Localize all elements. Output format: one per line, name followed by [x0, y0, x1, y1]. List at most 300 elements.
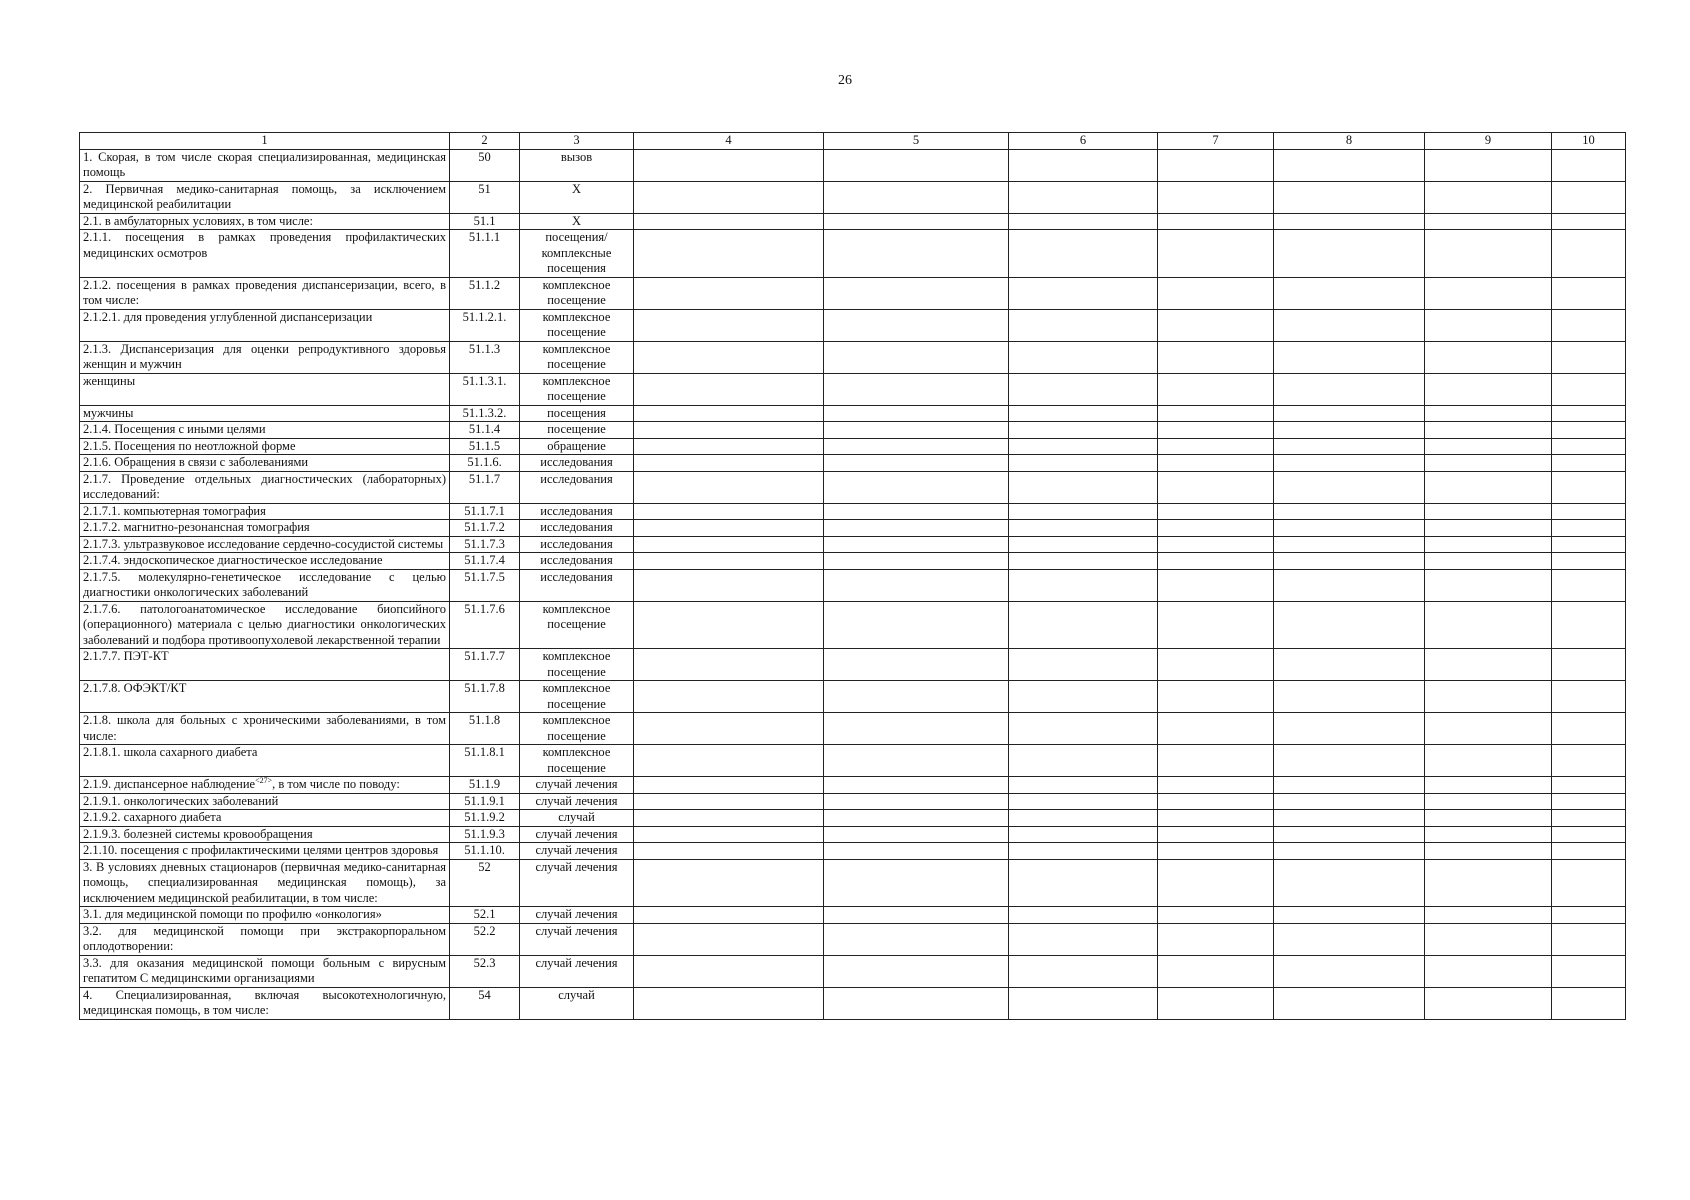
row-name: 2. Первичная медико-санитарная помощь, за исключением медицинской реабилитации	[83, 181, 446, 211]
empty-cell-col-10	[1552, 422, 1626, 439]
table-row	[80, 455, 1626, 472]
table-row	[80, 536, 1626, 553]
empty-cell-col-10	[1552, 553, 1626, 570]
row-name-cell	[80, 553, 450, 570]
row-code: 50	[450, 149, 520, 181]
row-unit: комплексное посещение	[520, 649, 634, 681]
empty-cell-col-4	[634, 569, 824, 601]
row-name: 3. В условиях дневных стационаров (первичная медико-санитарная помощь, специализированная медицинская помощь), за исключением медицинской реабилитации, в том числе:	[83, 859, 446, 905]
empty-cell-col-6	[1009, 793, 1158, 810]
empty-cell-col-8	[1274, 826, 1425, 843]
empty-cell-col-9	[1425, 373, 1552, 405]
row-name-cell	[80, 277, 450, 309]
empty-cell-col-6	[1009, 987, 1158, 1019]
row-unit: комплексное посещение	[520, 713, 634, 745]
empty-cell-col-8	[1274, 520, 1425, 537]
empty-cell-col-5	[824, 649, 1009, 681]
table-row	[80, 341, 1626, 373]
empty-cell-col-10	[1552, 438, 1626, 455]
row-code: 51.1.2	[450, 277, 520, 309]
empty-cell-col-6	[1009, 826, 1158, 843]
row-unit: комплексное посещение	[520, 341, 634, 373]
empty-cell-col-4	[634, 149, 824, 181]
empty-cell-col-9	[1425, 745, 1552, 777]
empty-cell-col-7	[1158, 455, 1274, 472]
empty-cell-col-6	[1009, 309, 1158, 341]
empty-cell-col-7	[1158, 601, 1274, 649]
row-code: 51.1.9	[450, 777, 520, 794]
empty-cell-col-9	[1425, 793, 1552, 810]
header-row	[80, 133, 1626, 150]
row-name-cell	[80, 923, 450, 955]
empty-cell-col-5	[824, 520, 1009, 537]
row-name: 2.1.2. посещения в рамках проведения диспансеризации, всего, в том числе:	[83, 277, 446, 307]
empty-cell-col-9	[1425, 907, 1552, 924]
row-name: 2.1.7.3. ультразвуковое исследование сердечно-сосудистой системы	[83, 536, 444, 551]
empty-cell-col-9	[1425, 422, 1552, 439]
empty-cell-col-7	[1158, 826, 1274, 843]
empty-cell-col-10	[1552, 601, 1626, 649]
row-unit: посещения/ комплексные посещения	[520, 230, 634, 278]
empty-cell-col-4	[634, 955, 824, 987]
empty-cell-col-6	[1009, 601, 1158, 649]
column-header-10: 10	[1552, 133, 1626, 150]
empty-cell-col-4	[634, 277, 824, 309]
empty-cell-col-7	[1158, 277, 1274, 309]
row-code: 52.2	[450, 923, 520, 955]
empty-cell-col-8	[1274, 536, 1425, 553]
empty-cell-col-8	[1274, 438, 1425, 455]
empty-cell-col-5	[824, 810, 1009, 827]
empty-cell-col-5	[824, 601, 1009, 649]
row-name: 2.1.9.3. болезней системы кровообращения	[83, 826, 313, 841]
empty-cell-col-5	[824, 438, 1009, 455]
row-code: 51.1.3.1.	[450, 373, 520, 405]
empty-cell-col-10	[1552, 987, 1626, 1019]
empty-cell-col-5	[824, 713, 1009, 745]
row-name: 2.1.2.1. для проведения углубленной диспансеризации	[83, 309, 373, 324]
empty-cell-col-6	[1009, 777, 1158, 794]
row-name: 3.1. для медицинской помощи по профилю «онкология»	[83, 907, 382, 921]
row-name: 2.1.7. Проведение отдельных диагностических (лабораторных) исследований:	[83, 471, 446, 501]
empty-cell-col-5	[824, 341, 1009, 373]
empty-cell-col-10	[1552, 569, 1626, 601]
row-code: 51.1	[450, 213, 520, 230]
empty-cell-col-4	[634, 455, 824, 472]
row-name: 2.1.7.1. компьютерная томография	[83, 503, 266, 518]
row-name-cell	[80, 793, 450, 810]
empty-cell-col-6	[1009, 713, 1158, 745]
empty-cell-col-6	[1009, 649, 1158, 681]
row-name-cell	[80, 859, 450, 907]
row-code: 51.1.5	[450, 438, 520, 455]
row-code: 52	[450, 859, 520, 907]
empty-cell-col-4	[634, 793, 824, 810]
empty-cell-col-6	[1009, 471, 1158, 503]
row-name-cell	[80, 405, 450, 422]
row-name-cell	[80, 213, 450, 230]
empty-cell-col-7	[1158, 859, 1274, 907]
empty-cell-col-7	[1158, 649, 1274, 681]
empty-cell-col-8	[1274, 569, 1425, 601]
table-row	[80, 309, 1626, 341]
empty-cell-col-7	[1158, 793, 1274, 810]
page-number: 26	[838, 73, 852, 88]
empty-cell-col-5	[824, 309, 1009, 341]
table-row	[80, 745, 1626, 777]
row-unit: исследования	[520, 569, 634, 601]
empty-cell-col-9	[1425, 553, 1552, 570]
row-unit: исследования	[520, 503, 634, 520]
row-code: 54	[450, 987, 520, 1019]
row-name: 2.1.1. посещения в рамках проведения профилактических медицинских осмотров	[83, 230, 446, 260]
empty-cell-col-5	[824, 373, 1009, 405]
empty-cell-col-6	[1009, 569, 1158, 601]
empty-cell-col-6	[1009, 455, 1158, 472]
empty-cell-col-8	[1274, 793, 1425, 810]
row-name: 2.1.7.4. эндоскопическое диагностическое исследование	[83, 553, 383, 567]
empty-cell-col-5	[824, 745, 1009, 777]
row-unit: исследования	[520, 536, 634, 553]
empty-cell-col-4	[634, 438, 824, 455]
row-name-cell	[80, 520, 450, 537]
empty-cell-col-7	[1158, 309, 1274, 341]
row-name: 2.1.7.7. ПЭТ-КТ	[83, 649, 169, 663]
empty-cell-col-8	[1274, 309, 1425, 341]
empty-cell-col-10	[1552, 405, 1626, 422]
empty-cell-col-9	[1425, 181, 1552, 213]
empty-cell-col-9	[1425, 955, 1552, 987]
empty-cell-col-9	[1425, 810, 1552, 827]
table-row	[80, 181, 1626, 213]
table-row	[80, 569, 1626, 601]
empty-cell-col-9	[1425, 455, 1552, 472]
empty-cell-col-10	[1552, 793, 1626, 810]
table-body	[80, 149, 1626, 1019]
empty-cell-col-6	[1009, 181, 1158, 213]
empty-cell-col-7	[1158, 181, 1274, 213]
empty-cell-col-5	[824, 826, 1009, 843]
empty-cell-col-8	[1274, 405, 1425, 422]
row-name-cell	[80, 955, 450, 987]
empty-cell-col-7	[1158, 955, 1274, 987]
table-row	[80, 373, 1626, 405]
empty-cell-col-9	[1425, 503, 1552, 520]
table-row	[80, 777, 1626, 794]
empty-cell-col-7	[1158, 777, 1274, 794]
empty-cell-col-4	[634, 213, 824, 230]
empty-cell-col-9	[1425, 277, 1552, 309]
empty-cell-col-7	[1158, 810, 1274, 827]
row-name-cell	[80, 230, 450, 278]
row-name-tail: , в том числе по поводу:	[272, 777, 400, 791]
empty-cell-col-8	[1274, 422, 1425, 439]
empty-cell-col-6	[1009, 277, 1158, 309]
empty-cell-col-4	[634, 777, 824, 794]
row-code: 51.1.2.1.	[450, 309, 520, 341]
empty-cell-col-5	[824, 149, 1009, 181]
row-unit: случай	[520, 987, 634, 1019]
table-row	[80, 277, 1626, 309]
table-row	[80, 826, 1626, 843]
empty-cell-col-7	[1158, 438, 1274, 455]
row-code: 51.1.7	[450, 471, 520, 503]
table-row	[80, 553, 1626, 570]
table-row	[80, 438, 1626, 455]
row-unit: вызов	[520, 149, 634, 181]
row-code: 51.1.9.2	[450, 810, 520, 827]
empty-cell-col-10	[1552, 341, 1626, 373]
empty-cell-col-10	[1552, 213, 1626, 230]
row-name-cell	[80, 536, 450, 553]
empty-cell-col-10	[1552, 471, 1626, 503]
table-row	[80, 793, 1626, 810]
empty-cell-col-6	[1009, 503, 1158, 520]
row-code: 51.1.4	[450, 422, 520, 439]
empty-cell-col-8	[1274, 503, 1425, 520]
empty-cell-col-10	[1552, 277, 1626, 309]
empty-cell-col-6	[1009, 923, 1158, 955]
empty-cell-col-9	[1425, 649, 1552, 681]
empty-cell-col-6	[1009, 149, 1158, 181]
empty-cell-col-5	[824, 181, 1009, 213]
empty-cell-col-10	[1552, 681, 1626, 713]
table-row	[80, 230, 1626, 278]
empty-cell-col-7	[1158, 422, 1274, 439]
row-unit: случай лечения	[520, 923, 634, 955]
row-code: 51.1.9.3	[450, 826, 520, 843]
empty-cell-col-6	[1009, 745, 1158, 777]
empty-cell-col-4	[634, 745, 824, 777]
empty-cell-col-9	[1425, 826, 1552, 843]
row-name-cell	[80, 826, 450, 843]
row-name-cell	[80, 455, 450, 472]
row-name: 4. Специализированная, включая высокотехнологичную, медицинская помощь, в том числе:	[83, 987, 446, 1017]
empty-cell-col-7	[1158, 907, 1274, 924]
table-row	[80, 213, 1626, 230]
empty-cell-col-6	[1009, 405, 1158, 422]
empty-cell-col-6	[1009, 438, 1158, 455]
row-name-cell	[80, 341, 450, 373]
row-name-cell	[80, 649, 450, 681]
empty-cell-col-6	[1009, 843, 1158, 860]
empty-cell-col-8	[1274, 907, 1425, 924]
row-name-cell	[80, 745, 450, 777]
row-code: 52.1	[450, 907, 520, 924]
row-name-cell	[80, 422, 450, 439]
empty-cell-col-10	[1552, 373, 1626, 405]
row-unit: X	[520, 213, 634, 230]
empty-cell-col-8	[1274, 230, 1425, 278]
empty-cell-col-6	[1009, 213, 1158, 230]
empty-cell-col-9	[1425, 149, 1552, 181]
table-row	[80, 923, 1626, 955]
empty-cell-col-9	[1425, 213, 1552, 230]
row-name-cell	[80, 438, 450, 455]
table-row	[80, 713, 1626, 745]
row-unit: комплексное посещение	[520, 601, 634, 649]
empty-cell-col-10	[1552, 713, 1626, 745]
row-code: 51.1.7.1	[450, 503, 520, 520]
empty-cell-col-4	[634, 309, 824, 341]
empty-cell-col-10	[1552, 955, 1626, 987]
empty-cell-col-4	[634, 373, 824, 405]
empty-cell-col-10	[1552, 503, 1626, 520]
empty-cell-col-7	[1158, 471, 1274, 503]
empty-cell-col-7	[1158, 341, 1274, 373]
empty-cell-col-4	[634, 471, 824, 503]
empty-cell-col-10	[1552, 777, 1626, 794]
empty-cell-col-4	[634, 520, 824, 537]
empty-cell-col-5	[824, 277, 1009, 309]
empty-cell-col-6	[1009, 536, 1158, 553]
row-unit: посещения	[520, 405, 634, 422]
table-row	[80, 422, 1626, 439]
row-unit: комплексное посещение	[520, 681, 634, 713]
row-name: 1. Скорая, в том числе скорая специализированная, медицинская помощь	[83, 149, 446, 179]
empty-cell-col-8	[1274, 213, 1425, 230]
row-name-cell	[80, 373, 450, 405]
empty-cell-col-6	[1009, 520, 1158, 537]
empty-cell-col-7	[1158, 569, 1274, 601]
row-unit: комплексное посещение	[520, 373, 634, 405]
row-code: 51.1.10.	[450, 843, 520, 860]
column-header-7: 7	[1158, 133, 1274, 150]
row-code: 51.1.7.4	[450, 553, 520, 570]
empty-cell-col-8	[1274, 341, 1425, 373]
table-row	[80, 503, 1626, 520]
table-row	[80, 520, 1626, 537]
empty-cell-col-7	[1158, 149, 1274, 181]
row-code: 51.1.6.	[450, 455, 520, 472]
row-unit: случай лечения	[520, 793, 634, 810]
empty-cell-col-9	[1425, 569, 1552, 601]
empty-cell-col-4	[634, 859, 824, 907]
empty-cell-col-5	[824, 907, 1009, 924]
row-name: 2.1.5. Посещения по неотложной форме	[83, 438, 296, 453]
row-unit: исследования	[520, 520, 634, 537]
empty-cell-col-7	[1158, 503, 1274, 520]
row-name: 2.1.8. школа для больных с хроническими заболеваниями, в том числе:	[83, 713, 446, 743]
row-name-cell	[80, 843, 450, 860]
row-code: 52.3	[450, 955, 520, 987]
empty-cell-col-9	[1425, 405, 1552, 422]
data-table	[79, 132, 1626, 1020]
row-name: 2.1.9.2. сахарного диабета	[83, 810, 222, 824]
empty-cell-col-7	[1158, 745, 1274, 777]
row-unit: случай лечения	[520, 826, 634, 843]
empty-cell-col-5	[824, 777, 1009, 794]
empty-cell-col-5	[824, 405, 1009, 422]
empty-cell-col-6	[1009, 553, 1158, 570]
table-row	[80, 859, 1626, 907]
row-name-cell	[80, 181, 450, 213]
row-code: 51.1.9.1	[450, 793, 520, 810]
empty-cell-col-8	[1274, 601, 1425, 649]
column-header-6: 6	[1009, 133, 1158, 150]
row-name: 2.1.4. Посещения с иными целями	[83, 422, 266, 436]
row-unit: исследования	[520, 471, 634, 503]
empty-cell-col-8	[1274, 373, 1425, 405]
empty-cell-col-8	[1274, 987, 1425, 1019]
row-name: 3.3. для оказания медицинской помощи больным с вирусным гепатитом С медицинскими организациями	[83, 955, 446, 985]
empty-cell-col-4	[634, 503, 824, 520]
empty-cell-col-4	[634, 681, 824, 713]
empty-cell-col-7	[1158, 713, 1274, 745]
row-name: 2.1.9. диспансерное наблюдение	[83, 777, 256, 791]
row-unit: случай лечения	[520, 907, 634, 924]
row-name-cell	[80, 777, 450, 794]
empty-cell-col-5	[824, 230, 1009, 278]
empty-cell-col-9	[1425, 859, 1552, 907]
empty-cell-col-6	[1009, 681, 1158, 713]
empty-cell-col-7	[1158, 987, 1274, 1019]
row-code: 51.1.7.7	[450, 649, 520, 681]
row-unit: случай лечения	[520, 777, 634, 794]
empty-cell-col-7	[1158, 681, 1274, 713]
row-name: 2.1.7.5. молекулярно-генетическое исследование с целью диагностики онкологических заболеваний	[83, 569, 446, 599]
row-unit: комплексное посещение	[520, 745, 634, 777]
empty-cell-col-10	[1552, 230, 1626, 278]
empty-cell-col-10	[1552, 455, 1626, 472]
table-row	[80, 987, 1626, 1019]
row-unit: случай	[520, 810, 634, 827]
empty-cell-col-6	[1009, 230, 1158, 278]
empty-cell-col-9	[1425, 471, 1552, 503]
column-header-1: 1	[80, 133, 450, 150]
empty-cell-col-9	[1425, 923, 1552, 955]
empty-cell-col-6	[1009, 907, 1158, 924]
empty-cell-col-6	[1009, 422, 1158, 439]
table-row	[80, 907, 1626, 924]
row-name: 3.2. для медицинской помощи при экстракорпоральном оплодотворении:	[83, 923, 446, 953]
empty-cell-col-8	[1274, 149, 1425, 181]
row-code: 51.1.3	[450, 341, 520, 373]
row-unit: комплексное посещение	[520, 309, 634, 341]
table-row	[80, 149, 1626, 181]
empty-cell-col-8	[1274, 649, 1425, 681]
empty-cell-col-9	[1425, 520, 1552, 537]
row-code: 51.1.7.6	[450, 601, 520, 649]
empty-cell-col-4	[634, 826, 824, 843]
empty-cell-col-8	[1274, 810, 1425, 827]
table-row	[80, 843, 1626, 860]
row-code: 51.1.7.8	[450, 681, 520, 713]
row-name: мужчины	[83, 405, 134, 420]
row-unit: случай лечения	[520, 859, 634, 907]
empty-cell-col-7	[1158, 405, 1274, 422]
row-name-cell	[80, 713, 450, 745]
empty-cell-col-8	[1274, 553, 1425, 570]
empty-cell-col-5	[824, 923, 1009, 955]
column-header-8: 8	[1274, 133, 1425, 150]
empty-cell-col-5	[824, 503, 1009, 520]
empty-cell-col-9	[1425, 987, 1552, 1019]
empty-cell-col-10	[1552, 923, 1626, 955]
empty-cell-col-7	[1158, 923, 1274, 955]
empty-cell-col-6	[1009, 955, 1158, 987]
empty-cell-col-4	[634, 810, 824, 827]
empty-cell-col-5	[824, 955, 1009, 987]
empty-cell-col-5	[824, 569, 1009, 601]
empty-cell-col-9	[1425, 438, 1552, 455]
empty-cell-col-9	[1425, 681, 1552, 713]
row-unit: случай лечения	[520, 843, 634, 860]
empty-cell-col-6	[1009, 341, 1158, 373]
row-name: 2.1.8.1. школа сахарного диабета	[83, 745, 258, 759]
empty-cell-col-10	[1552, 826, 1626, 843]
empty-cell-col-4	[634, 923, 824, 955]
